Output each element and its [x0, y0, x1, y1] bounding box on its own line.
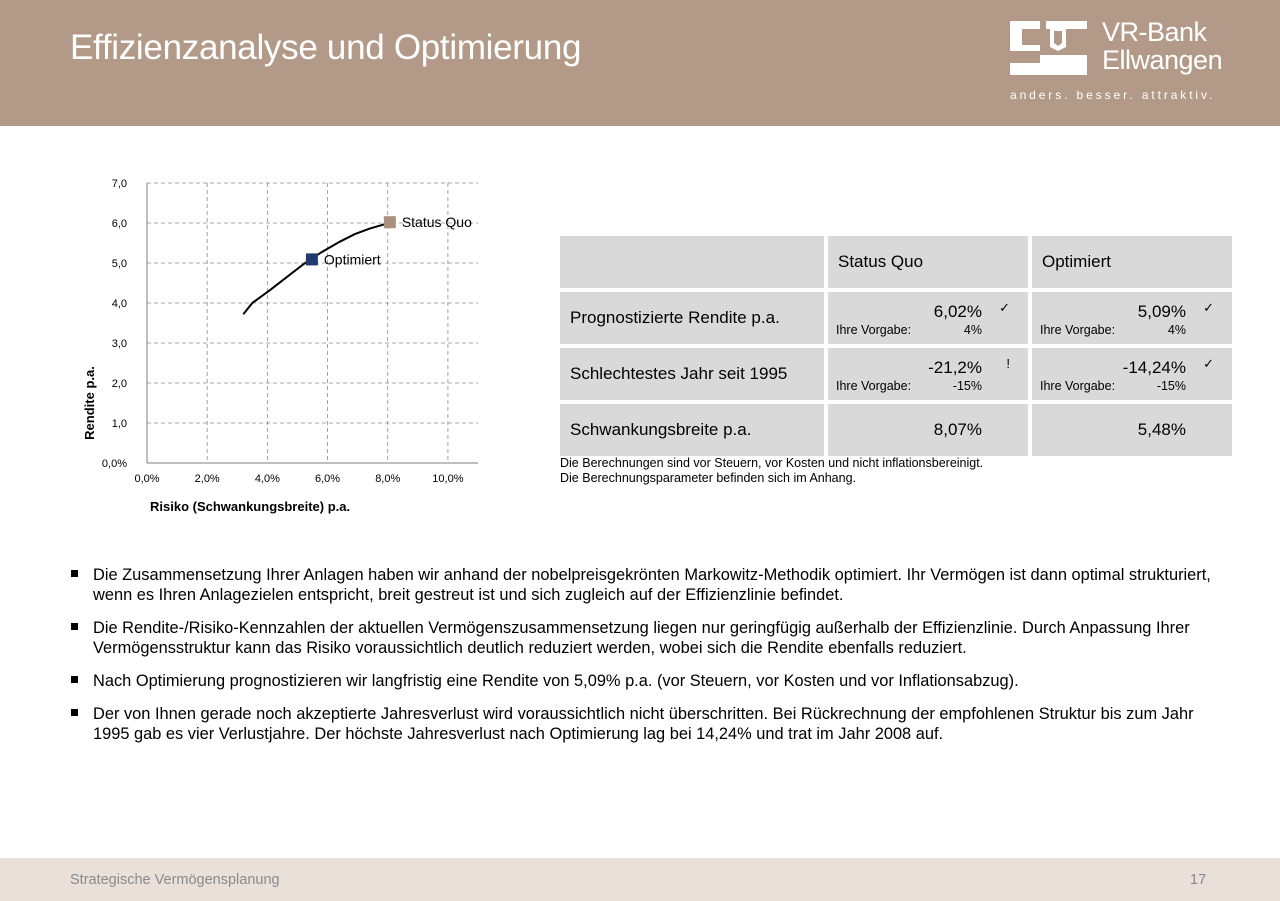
row-label-rendite: Prognostizierte Rendite p.a.	[560, 292, 824, 344]
x-tick-label: 10,0%	[432, 473, 464, 485]
page-number: 17	[1190, 872, 1207, 888]
row-label-volatility: Schwankungsbreite p.a.	[560, 404, 824, 456]
point-label: Status Quo	[401, 214, 472, 231]
bank-logo	[1008, 18, 1238, 108]
point-label: Optimiert	[323, 251, 381, 268]
y-tick-label: 0,0%	[101, 458, 127, 470]
target-value: -15%	[952, 379, 982, 393]
target-label: Ihre Vorgabe:	[1040, 323, 1116, 337]
bullet-text: Nach Optimierung prognostizieren wir langfristig eine Rendite von 5,09% p.a. (vor Steuern, vor Kosten und vor Inflationsabzug).	[93, 672, 1019, 690]
logo-name-line2: Ellwangen	[1102, 45, 1223, 75]
target-value: -15%	[1156, 379, 1186, 393]
table-header-status-quo: Status Quo	[828, 236, 1028, 288]
table-row	[560, 292, 1232, 344]
page-title: Effizienzanalyse und Optimierung	[70, 28, 582, 67]
bullet-square-icon	[71, 676, 78, 683]
y-tick-label: 1,0	[111, 418, 127, 430]
bullet-square-icon	[71, 623, 78, 630]
bullet-text: Die Zusammensetzung Ihrer Anlagen haben wir anhand der nobelpreisgekrönten Markowitz-Methodik optimiert. Ihr Vermögen ist dann optimal strukturiert, wenn es Ihren Anlagezielen entspricht, breit gestreut ist und sich zugleich auf der Effizienzlinie befindet.	[93, 566, 1211, 604]
cell-volatility-optimiert	[1032, 404, 1232, 456]
efficiency-chart	[76, 170, 496, 530]
cell-rendite-status-quo	[828, 292, 1028, 344]
x-tick-label: 6,0%	[315, 473, 341, 485]
target-value: 4%	[963, 323, 982, 337]
bullet-text: Die Rendite-/Risiko-Kennzahlen der aktuellen Vermögenszusammensetzung liegen nur geringfügig außerhalb der Effizienzlinie. Durch Anpassung Ihrer Vermögensstruktur kann das Risiko voraussichtlich deutlich reduziert werden, wobei sich die Rendite ebenfalls reduziert.	[93, 619, 1190, 657]
x-tick-label: 0,0%	[134, 473, 160, 485]
list-item	[70, 671, 1220, 691]
cell-volatility-status-quo	[828, 404, 1028, 456]
footer-bar	[0, 858, 1280, 901]
bullet-list	[70, 565, 1220, 757]
point-marker	[384, 216, 396, 228]
check-icon: ✓	[999, 300, 1010, 315]
value: -21,2%	[928, 358, 982, 377]
vr-logo-icon	[1010, 21, 1087, 75]
check-icon: ✓	[1203, 300, 1214, 315]
bullet-square-icon	[71, 709, 78, 716]
y-tick-label: 6,0	[111, 218, 127, 230]
check-icon: ✓	[1203, 356, 1214, 371]
cell-worst-year-status-quo	[828, 348, 1028, 400]
table-header-empty	[560, 236, 824, 288]
target-label: Ihre Vorgabe:	[1040, 379, 1116, 393]
value: 5,48%	[1137, 420, 1186, 439]
cell-worst-year-optimiert	[1032, 348, 1232, 400]
note-line-1: Die Berechnungen sind vor Steuern, vor Kosten und nicht inflationsbereinigt.	[560, 456, 984, 470]
x-axis-title: Risiko (Schwankungsbreite) p.a.	[150, 499, 351, 514]
efficiency-line	[243, 222, 389, 314]
note-line-2: Die Berechnungsparameter befinden sich im Anhang.	[560, 471, 857, 485]
header-bar	[0, 0, 1280, 126]
table-row	[560, 404, 1232, 456]
logo-slogan: anders. besser. attraktiv.	[1010, 88, 1216, 102]
logo-name-line1: VR-Bank	[1102, 17, 1207, 47]
list-item	[70, 618, 1220, 658]
cell-rendite-optimiert	[1032, 292, 1232, 344]
table-row	[560, 348, 1232, 400]
y-tick-label: 3,0	[111, 338, 127, 350]
table-header-optimiert: Optimiert	[1032, 236, 1232, 288]
list-item	[70, 704, 1220, 744]
value: 5,09%	[1137, 302, 1186, 321]
x-tick-label: 8,0%	[375, 473, 401, 485]
x-tick-label: 4,0%	[254, 473, 280, 485]
comparison-table	[556, 232, 1236, 460]
y-tick-label: 7,0	[111, 178, 127, 190]
warning-icon: !	[1006, 356, 1010, 371]
row-label-worst-year: Schlechtestes Jahr seit 1995	[560, 348, 824, 400]
calculation-note	[560, 456, 983, 486]
y-tick-label: 2,0	[111, 378, 127, 390]
x-tick-label: 2,0%	[194, 473, 220, 485]
y-tick-label: 4,0	[111, 298, 127, 310]
bullet-text: Der von Ihnen gerade noch akzeptierte Jahresverlust wird voraussichtlich nicht überschritten. Bei Rückrechnung der empfohlenen Struktur bis zum Jahr 1995 gab es vier Verlustjahre. Der höchste Jahresverlust nach Optimierung lag bei 14,24% und trat im Jahr 2008 auf.	[93, 705, 1194, 743]
y-tick-label: 5,0	[111, 258, 127, 270]
target-label: Ihre Vorgabe:	[836, 379, 912, 393]
y-axis-title: Rendite p.a.	[82, 366, 97, 440]
value: 8,07%	[933, 420, 982, 439]
list-item	[70, 565, 1220, 605]
target-label: Ihre Vorgabe:	[836, 323, 912, 337]
target-value: 4%	[1167, 323, 1186, 337]
table-header-row	[560, 236, 1232, 288]
point-marker	[306, 253, 318, 265]
footer-title: Strategische Vermögensplanung	[70, 872, 280, 888]
value: 6,02%	[933, 302, 982, 321]
value: -14,24%	[1122, 358, 1186, 377]
bullet-square-icon	[71, 570, 78, 577]
logo-name	[1102, 18, 1222, 74]
